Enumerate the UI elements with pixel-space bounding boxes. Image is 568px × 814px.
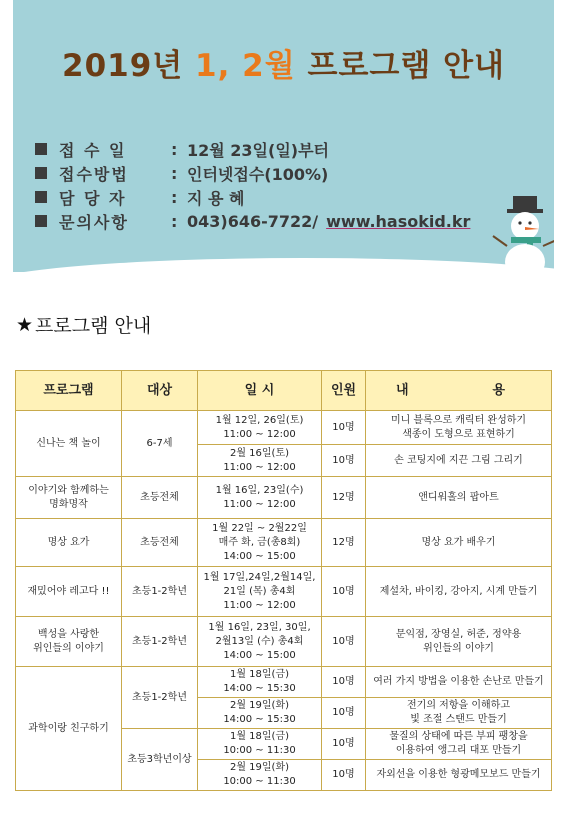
info-value: 12월 23일(일)부터	[187, 140, 330, 160]
program-capacity: 10명	[322, 617, 366, 667]
page-title	[13, 40, 554, 85]
program-content: 명상 요가 배우기	[366, 519, 552, 567]
table-row	[16, 567, 552, 617]
program-target: 초등1-2학년	[122, 567, 198, 617]
program-content: 제설차, 바이킹, 강아지, 시계 만들기	[366, 567, 552, 617]
header-capacity: 인원	[322, 371, 366, 411]
info-phone: 043)646-7722/	[187, 211, 319, 231]
program-name: 이야기와 함께하는 명화명작	[16, 477, 122, 519]
title-suffix: 프로그램 안내	[295, 48, 505, 84]
program-schedule: 2월 16일(토) 11:00 ~ 12:00	[198, 445, 322, 477]
header-schedule: 일 시	[198, 371, 322, 411]
program-capacity: 10명	[322, 445, 366, 477]
program-capacity: 10명	[322, 698, 366, 729]
program-name: 재밌어야 레고다 !!	[16, 567, 122, 617]
header-content: 내 용	[366, 371, 552, 411]
program-table	[15, 370, 552, 791]
program-schedule: 1월 16일, 23일, 30일, 2월13일 (수) 총4회 14:00 ~ 15:00	[198, 617, 322, 667]
program-content: 자외선을 이용한 형광메모보드 만들기	[366, 760, 552, 791]
info-label: 접 수 일	[59, 140, 127, 160]
program-capacity: 10명	[322, 411, 366, 445]
program-capacity: 10명	[322, 667, 366, 698]
header-program: 프로그램	[16, 371, 122, 411]
website-link[interactable]: www.hasokid.kr	[326, 211, 471, 231]
square-bullet-icon	[35, 191, 47, 203]
title-highlight: 1, 2월	[195, 48, 296, 84]
program-content: 손 코팅지에 지끈 그림 그리기	[366, 445, 552, 477]
star-icon: ★	[16, 313, 34, 336]
info-value: 인터넷접수(100%)	[187, 164, 329, 184]
header-target: 대상	[122, 371, 198, 411]
info-label: 접수방법	[59, 164, 129, 184]
program-target: 초등1-2학년	[122, 617, 198, 667]
info-row-inquiry: 문의사항 : 043)646-7722/ www.hasokid.kr	[35, 209, 470, 233]
table-row	[16, 667, 552, 698]
program-schedule: 1월 18일(금) 10:00 ~ 11:30	[198, 729, 322, 760]
program-name: 명상 요가	[16, 519, 122, 567]
table-row	[16, 411, 552, 445]
program-name: 과학이랑 친구하기	[16, 667, 122, 791]
square-bullet-icon	[35, 215, 47, 227]
info-list	[35, 137, 470, 233]
table-row	[16, 477, 552, 519]
info-row-reception-method: 접수방법 : 인터넷접수(100%)	[35, 161, 470, 185]
program-capacity: 12명	[322, 477, 366, 519]
program-target: 초등전체	[122, 519, 198, 567]
header-banner	[13, 0, 554, 272]
program-name: 신나는 책 놀이	[16, 411, 122, 477]
program-schedule: 1월 12일, 26일(토) 11:00 ~ 12:00	[198, 411, 322, 445]
table-header-row	[16, 371, 552, 411]
square-bullet-icon	[35, 143, 47, 155]
program-content: 앤디워홀의 팝아트	[366, 477, 552, 519]
program-schedule: 1월 16일, 23일(수) 11:00 ~ 12:00	[198, 477, 322, 519]
info-label: 담 당 자	[59, 188, 127, 208]
table-row	[16, 617, 552, 667]
program-capacity: 10명	[322, 567, 366, 617]
info-row-reception-date: 접 수 일 : 12월 23일(일)부터	[35, 137, 470, 161]
info-row-manager: 담 당 자 : 지 용 혜	[35, 185, 470, 209]
section-title	[16, 311, 151, 338]
program-capacity: 10명	[322, 760, 366, 791]
square-bullet-icon	[35, 167, 47, 179]
program-content: 문익점, 장영실, 허준, 정약용 위인들의 이야기	[366, 617, 552, 667]
program-schedule: 2월 19일(화) 10:00 ~ 11:30	[198, 760, 322, 791]
program-capacity: 10명	[322, 729, 366, 760]
title-prefix: 2019년	[62, 48, 196, 84]
program-schedule: 1월 22일 ~ 2월22일 매주 화, 금(총8회) 14:00 ~ 15:00	[198, 519, 322, 567]
program-content: 전기의 저항을 이해하고 빛 조절 스탠드 만들기	[366, 698, 552, 729]
program-content: 여러 가지 방법을 이용한 손난로 만들기	[366, 667, 552, 698]
program-target: 초등1-2학년	[122, 667, 198, 729]
program-target: 6-7세	[122, 411, 198, 477]
program-target: 초등전체	[122, 477, 198, 519]
program-name: 백성을 사랑한 위인들의 이야기	[16, 617, 122, 667]
program-schedule: 1월 17일,24일,2월14일, 21일 (목) 총4회 11:00 ~ 12:00	[198, 567, 322, 617]
program-schedule: 2월 19일(화) 14:00 ~ 15:30	[198, 698, 322, 729]
info-value: 지 용 혜	[187, 188, 245, 208]
program-capacity: 12명	[322, 519, 366, 567]
program-target: 초등3학년이상	[122, 729, 198, 791]
table-row	[16, 519, 552, 567]
program-content: 미니 블록으로 캐릭터 완성하기 색종이 도형으로 표현하기	[366, 411, 552, 445]
program-schedule: 1월 18일(금) 14:00 ~ 15:30	[198, 667, 322, 698]
section-title-text: 프로그램 안내	[35, 315, 152, 337]
snow-ground	[13, 258, 554, 272]
program-content: 물질의 상태에 따른 부피 팽창을 이용하여 앵그리 대포 만들기	[366, 729, 552, 760]
info-label: 문의사항	[59, 212, 129, 232]
snowman-icon	[487, 184, 554, 272]
